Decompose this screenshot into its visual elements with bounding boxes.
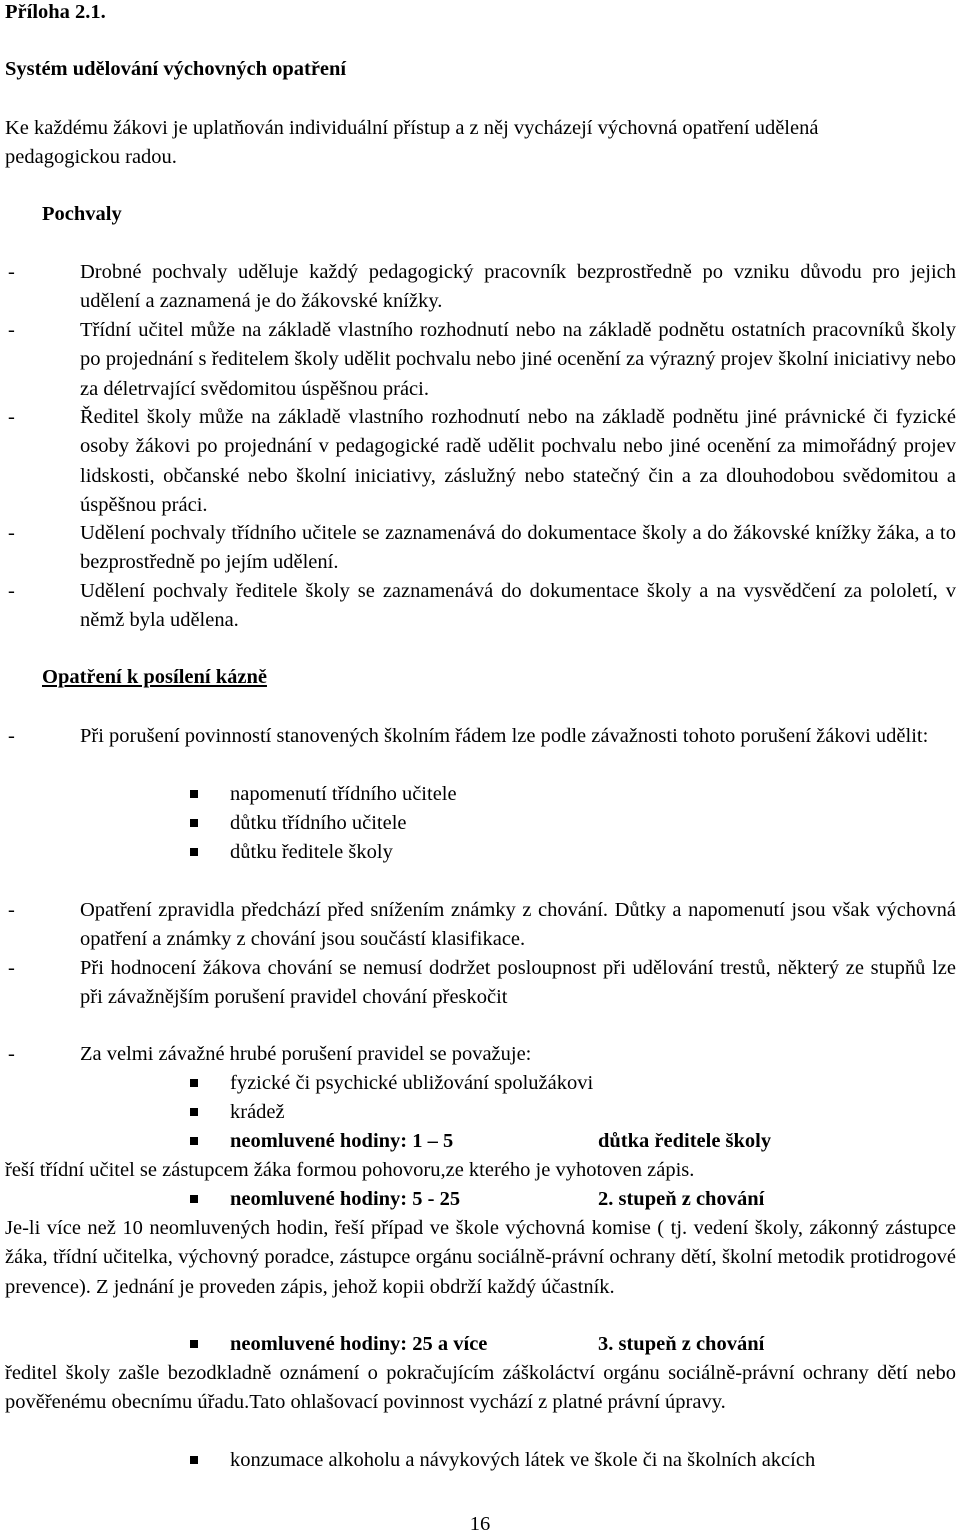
square-bullet-icon bbox=[190, 1108, 198, 1116]
dash-bullet: - bbox=[8, 522, 15, 544]
absence-note: Je-li více než 10 neomluvených hodin, řeší případ ve škole výchovná komise ( tj. vedení školy, zákonný zástupce žáka, třídní učitelka, výchovný poradce, zástupce orgánu sociálně-právní ochrany dětí, školní metodik protidrogové prevence). Z jednání je proveden zápis, jehož kopii obdrží každý účastník. bbox=[5, 1217, 956, 1298]
absence-label: neomluvené hodiny: 5 - 25 bbox=[230, 1188, 461, 1210]
absence-rule-1 bbox=[190, 1127, 453, 1156]
list-item-text: Při porušení povinností stanovených školním řádem lze podle závažnosti tohoto porušení žákovi udělit: bbox=[80, 725, 929, 747]
list-item-text: Ředitel školy může na základě vlastního rozhodnutí nebo na základě podnětu jiné právnické či fyzické osoby žákovi po projednání v pedagogické radě udělit pochvalu nebo jiné ocenění za mimořádný projev lidskosti, občanské nebo školní iniciativy, záslužný nebo statečný čin a za dlouhodobou svědomitou a úspěšnou práci. bbox=[80, 406, 956, 517]
sub-list-item bbox=[190, 809, 407, 838]
absence-result: důtka ředitele školy bbox=[598, 1130, 772, 1152]
list-item-text: Udělení pochvaly třídního učitele se zaznamenává do dokumentace školy a do žákovské knížky žáka, a to bezprostředně po jejím udělení. bbox=[80, 522, 956, 574]
square-bullet-icon bbox=[190, 1195, 198, 1203]
absence-note: ředitel školy zašle bezodkladně oznámení o pokračujícím záškoláctví orgánu sociálně-právní ochrany dětí nebo pověřenému obecnímu úřadu.Tato ohlašovací povinnost vychází z platné právní úpravy. bbox=[5, 1362, 956, 1414]
list-item-text: Opatření zpravidla předchází před snížením známky z chování. Důtky a napomenutí jsou však výchovná opatření a známky z chování jsou součástí klasifikace. bbox=[80, 899, 956, 951]
square-bullet-icon bbox=[190, 1456, 198, 1464]
absence-rule-3 bbox=[190, 1330, 487, 1359]
sub-list-item bbox=[190, 838, 393, 867]
list-item-text: Udělení pochvaly ředitele školy se zaznamenává do dokumentace školy a na vysvědčení za pololetí, v němž byla udělena. bbox=[80, 580, 956, 632]
square-bullet-icon bbox=[190, 1079, 198, 1087]
absence-result: 2. stupeň z chování bbox=[598, 1188, 765, 1210]
appendix-heading: Příloha 2.1. bbox=[5, 1, 106, 23]
square-bullet-icon bbox=[190, 1137, 198, 1145]
absence-label: neomluvené hodiny: 1 – 5 bbox=[230, 1130, 454, 1152]
absence-rule-2 bbox=[190, 1185, 460, 1214]
dash-bullet: - bbox=[8, 899, 15, 921]
absence-label: neomluvené hodiny: 25 a více bbox=[230, 1333, 488, 1355]
dash-bullet: - bbox=[8, 1043, 15, 1065]
sub-list-text: krádež bbox=[230, 1101, 285, 1123]
dash-bullet: - bbox=[8, 319, 15, 341]
dash-bullet: - bbox=[8, 725, 15, 747]
section-title-praise: Pochvaly bbox=[42, 203, 122, 225]
document-title: Systém udělování výchovných opatření bbox=[5, 58, 347, 80]
absence-note: řeší třídní učitel se zástupcem žáka formou pohovoru,ze kterého je vyhotoven zápis. bbox=[5, 1159, 695, 1181]
list-item-text: Za velmi závažné hrubé porušení pravidel se považuje: bbox=[80, 1043, 532, 1065]
dash-bullet: - bbox=[8, 406, 15, 428]
sub-list-text: důtku ředitele školy bbox=[230, 841, 393, 863]
intro-paragraph: Ke každému žákovi je uplatňován individuální přístup a z něj vycházejí výchovná opatření udělená pedagogickou radou. bbox=[5, 117, 819, 169]
list-item-text: Při hodnocení žákova chování se nemusí dodržet posloupnost při udělování trestů, některý ze stupňů lze při závažnějším porušení pravidel chování přeskočit bbox=[80, 957, 956, 1009]
sub-list-text: konzumace alkoholu a návykových látek ve škole či na školních akcích bbox=[230, 1449, 816, 1471]
sub-list-item bbox=[190, 780, 457, 809]
square-bullet-icon bbox=[190, 819, 198, 827]
list-item-text: Drobné pochvaly uděluje každý pedagogický pracovník bezprostředně po vzniku důvodu pro jejich udělení a zaznamená je do žákovské knížky. bbox=[80, 261, 956, 313]
sub-list-text: fyzické či psychické ubližování spolužákovi bbox=[230, 1072, 594, 1094]
sub-list-item bbox=[190, 1069, 593, 1098]
square-bullet-icon bbox=[190, 1340, 198, 1348]
dash-bullet: - bbox=[8, 957, 15, 979]
sub-list-item bbox=[190, 1098, 285, 1127]
dash-bullet: - bbox=[8, 580, 15, 602]
sub-list-text: napomenutí třídního učitele bbox=[230, 783, 457, 805]
sub-list-item bbox=[190, 1446, 815, 1475]
dash-bullet: - bbox=[8, 261, 15, 283]
square-bullet-icon bbox=[190, 848, 198, 856]
list-item-text: Třídní učitel může na základě vlastního rozhodnutí nebo na základě podnětu ostatních pracovníků školy po projednání s ředitelem školy udělit pochvalu nebo jiné ocenění za výrazný projev školní iniciativy nebo za déletrvající svědomitou úspěšnou práci. bbox=[80, 319, 956, 400]
section-title-discipline: Opatření k posílení kázně bbox=[42, 666, 267, 688]
page-number: 16 bbox=[469, 1513, 491, 1535]
square-bullet-icon bbox=[190, 790, 198, 798]
absence-result: 3. stupeň z chování bbox=[598, 1333, 765, 1355]
sub-list-text: důtku třídního učitele bbox=[230, 812, 407, 834]
